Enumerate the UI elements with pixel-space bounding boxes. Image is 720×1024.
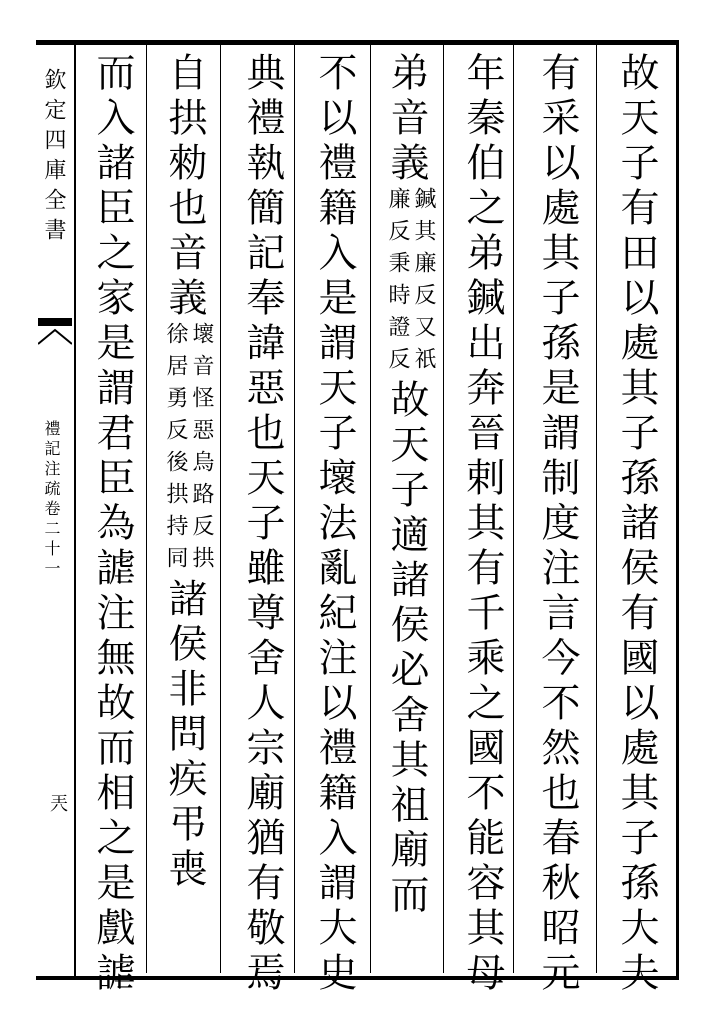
frame-top-border: [36, 40, 678, 45]
yinyi-heading: 音義: [162, 232, 207, 322]
commentary-line-right: 壞音怪惡烏路反拱: [189, 322, 214, 578]
column-rule: [513, 45, 514, 973]
text-column-8: 而入諸臣之家是謂君臣為謔注無故而相之是戲謔: [90, 52, 135, 997]
column-rule: [596, 45, 597, 973]
frame-right-border: [676, 40, 679, 980]
text-column-6: 典禮執簡記奉諱惡也天子雖尊舍人宗廟猶有敬焉: [240, 52, 285, 997]
text-column-5: 不以禮籍入是謂天子壞法亂紀注以禮籍入謂大史: [312, 52, 357, 997]
column-rule: [74, 45, 75, 973]
yinyi-heading: 音義: [384, 97, 429, 187]
commentary-line-right: 鍼其廉反又祇: [411, 187, 436, 379]
chapter-label: 卷二十一: [42, 500, 61, 580]
fishtail-ornament: [38, 318, 72, 352]
book-title: 禮記注疏: [42, 420, 61, 500]
main-text-segment: 自拱勑也: [162, 52, 207, 232]
margin-title: 欽定四庫全書: [41, 68, 66, 248]
main-text-segment: 弟: [384, 52, 429, 97]
column-rule: [370, 45, 371, 973]
column-rule: [146, 45, 147, 973]
text-column-1: 故天子有田以處其子孫諸侯有國以處其子孫大夫: [614, 52, 659, 997]
column-rule: [294, 45, 295, 973]
commentary-note: [154, 322, 214, 578]
commentary-note: [376, 187, 436, 379]
page-number: 兲: [50, 794, 68, 815]
margin-book-title: [40, 420, 63, 580]
column-rule: [220, 45, 221, 973]
commentary-line-left: 徐居勇反後拱持同: [163, 322, 188, 578]
text-column-4: [376, 52, 436, 919]
main-text-segment: 諸侯非問疾弔喪: [162, 578, 207, 893]
commentary-line-left: 廉反秉時證反: [385, 187, 410, 379]
text-column-2: 有采以處其子孫是謂制度注言今不然也春秋昭元: [535, 52, 580, 997]
column-rule: [443, 45, 444, 973]
main-text-segment: 故天子適諸侯必舍其祖廟而: [384, 379, 429, 919]
text-column-7: [154, 52, 214, 893]
text-column-3: 年秦伯之弟鍼出奔晉剌其有千乘之國不能容其母: [460, 52, 505, 997]
